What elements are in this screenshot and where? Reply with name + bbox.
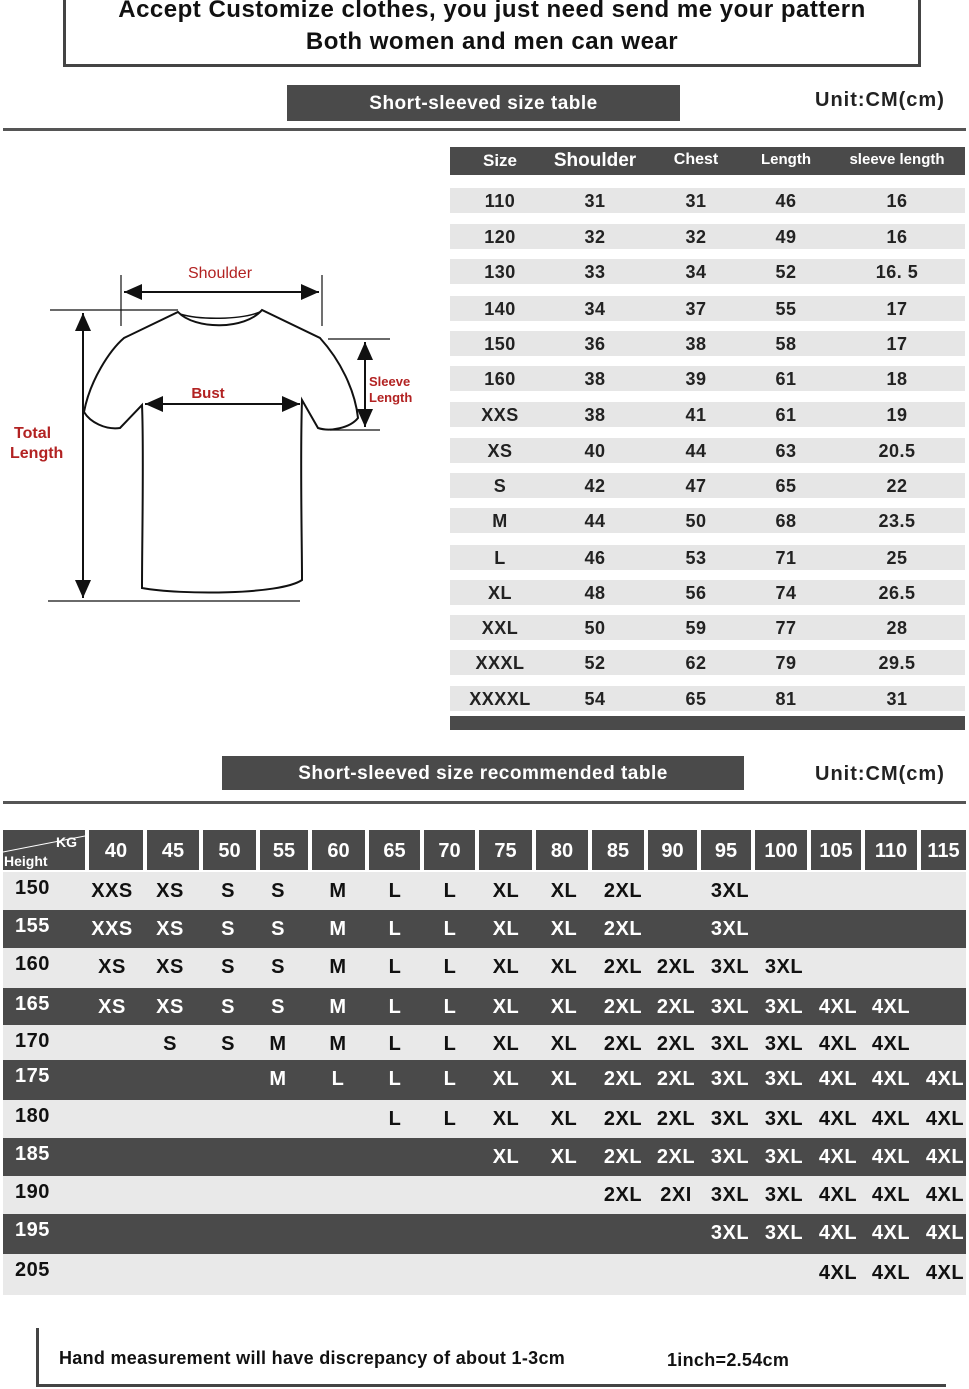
height-cell: 185 (15, 1143, 50, 1165)
size-cell: 4XL (925, 1222, 965, 1244)
size-cell: S (271, 956, 285, 978)
size-cell: XS (98, 996, 126, 1018)
recommend-table-row (3, 1254, 966, 1295)
recommend-table-row (3, 910, 966, 948)
size-table-cell: 52 (584, 653, 606, 673)
size-cell: XL (550, 1033, 578, 1055)
size-cell: 3XL (764, 956, 804, 978)
size-table-cell: 38 (584, 369, 606, 389)
size-cell: 2XL (603, 880, 643, 902)
size-cell: XL (492, 956, 520, 978)
height-cell: 160 (15, 953, 50, 975)
size-cell: 3XL (710, 956, 750, 978)
size-table-cell: 28 (886, 618, 908, 638)
recommend-table-row (3, 1025, 966, 1060)
size-cell: 3XL (764, 1222, 804, 1244)
size-table-cell: 17 (886, 299, 908, 319)
size-cell: XS (156, 880, 184, 902)
size-cell: 4XL (871, 1262, 911, 1284)
size-cell: 4XL (818, 1108, 858, 1130)
size-cell: L (443, 956, 457, 978)
height-cell: 170 (15, 1030, 50, 1052)
size-table-cell: XXXXL (469, 689, 531, 709)
size-cell: S (271, 880, 285, 902)
size-cell: 2XL (656, 1146, 696, 1168)
height-cell: 195 (15, 1219, 50, 1241)
size-cell: 2XL (603, 918, 643, 940)
size-cell: M (329, 996, 347, 1018)
total-length-label-1: Total (14, 425, 52, 442)
kg-column-header: 90 (648, 830, 697, 870)
size-table-cell: 19 (886, 405, 908, 425)
size-cell: 2XL (603, 996, 643, 1018)
size-cell: 4XL (925, 1184, 965, 1206)
recommend-table-row (3, 1100, 966, 1138)
size-cell: XL (492, 1108, 520, 1130)
kg-column-header: 95 (701, 830, 751, 870)
recommend-table-row (3, 1176, 966, 1214)
size-cell: 4XL (925, 1108, 965, 1130)
recommend-table-row (3, 1138, 966, 1176)
size-table-cell: 34 (685, 262, 707, 282)
divider (3, 801, 966, 804)
size-table-row (450, 473, 965, 498)
footer-box (36, 1328, 946, 1387)
size-table-row (450, 259, 965, 284)
size-table-cell: 52 (775, 262, 797, 282)
size-table-cell: 55 (775, 299, 797, 319)
size-table-cell: 65 (775, 476, 797, 496)
size-table-row (450, 296, 965, 321)
size-cell: 4XL (871, 1184, 911, 1206)
size-table-cell: 110 (484, 191, 516, 211)
size-cell: 4XL (871, 1068, 911, 1090)
size-table-cell: 79 (775, 653, 797, 673)
col-sleeve-length: sleeve length (849, 151, 945, 168)
size-cell: S (221, 1033, 235, 1055)
size-table-cell: XL (487, 583, 512, 603)
size-cell: L (388, 1068, 402, 1090)
size-cell: 4XL (818, 1146, 858, 1168)
height-cell: 175 (15, 1065, 50, 1087)
size-table-cell: 59 (685, 618, 707, 638)
recommend-table-unit: Unit:CM(cm) (815, 763, 945, 785)
size-cell: 4XL (871, 1108, 911, 1130)
size-cell: M (329, 1033, 347, 1055)
col-shoulder: Shoulder (553, 150, 637, 171)
col-length: Length (761, 151, 811, 168)
size-cell: XL (550, 1146, 578, 1168)
kg-column-header: 40 (89, 830, 143, 870)
size-cell: XS (156, 956, 184, 978)
size-cell: XL (550, 956, 578, 978)
size-cell: L (331, 1068, 345, 1090)
size-table-cell: XS (487, 441, 513, 461)
size-table-cell: XXXL (475, 653, 525, 673)
size-cell: XXS (91, 918, 133, 940)
size-cell: 4XL (925, 1146, 965, 1168)
size-cell: S (221, 880, 235, 902)
size-cell: L (388, 1033, 402, 1055)
size-table-cell: 77 (775, 618, 797, 638)
size-cell: 4XL (871, 1033, 911, 1055)
kg-column-header: 65 (369, 830, 420, 870)
size-table-cell: XXS (481, 405, 519, 425)
size-cell: 4XL (818, 1068, 858, 1090)
height-cell: 155 (15, 915, 50, 937)
size-cell: S (271, 996, 285, 1018)
size-cell: XXS (91, 880, 133, 902)
size-table-cell: 50 (584, 618, 606, 638)
size-cell: XL (550, 1108, 578, 1130)
size-table-cell: 71 (775, 548, 797, 568)
size-cell: 3XL (764, 996, 804, 1018)
size-cell: 4XL (818, 1222, 858, 1244)
size-cell: L (388, 880, 402, 902)
recommend-table-header (3, 830, 966, 870)
size-cell: L (443, 880, 457, 902)
size-table-cell: 20.5 (878, 441, 916, 461)
size-cell: XL (492, 996, 520, 1018)
size-cell: L (388, 918, 402, 940)
size-table-row (450, 615, 965, 640)
size-cell: M (269, 1033, 287, 1055)
recommend-table-title: Short-sleeved size recommended table (222, 756, 744, 790)
size-table-cell: 18 (886, 369, 908, 389)
size-table-cell: 150 (484, 334, 516, 354)
size-table-cell: 16. 5 (875, 262, 919, 282)
kg-column-header: 50 (203, 830, 256, 870)
size-table-cell: L (494, 548, 506, 568)
size-table-unit: Unit:CM(cm) (815, 89, 945, 111)
size-table-cell: 16 (886, 227, 908, 247)
size-cell: L (443, 1033, 457, 1055)
size-table-cell: 140 (484, 299, 516, 319)
size-table-cell: 49 (775, 227, 797, 247)
divider (3, 128, 966, 131)
kg-column-header: 100 (755, 830, 807, 870)
size-cell: 4XL (871, 996, 911, 1018)
footer-conversion: 1inch=2.54cm (667, 1350, 790, 1370)
size-cell: XL (550, 996, 578, 1018)
size-table-row (450, 438, 965, 463)
size-table-cell: 53 (685, 548, 707, 568)
size-cell: 3XL (764, 1068, 804, 1090)
kg-column-header: 70 (424, 830, 475, 870)
size-table-cell: XXL (481, 618, 519, 638)
size-table-cell: M (492, 511, 508, 531)
size-table-cell: 22 (886, 476, 908, 496)
size-cell: 2XL (603, 1108, 643, 1130)
total-length-label-2: Length (10, 445, 64, 462)
size-cell: 2XL (603, 1068, 643, 1090)
size-cell: 2XL (603, 1184, 643, 1206)
header-box (63, 0, 921, 67)
tshirt-diagram (0, 250, 440, 610)
size-table-cell: 26.5 (878, 583, 916, 603)
size-table-cell: 33 (584, 262, 606, 282)
size-table-cell: 74 (775, 583, 797, 603)
size-cell: 4XL (818, 1184, 858, 1206)
corner-cell (3, 830, 85, 870)
size-table-cell: 16 (886, 191, 908, 211)
corner-kg: KG (56, 834, 77, 850)
header-line-2: Both women and men can wear (305, 28, 679, 55)
size-table-cell: 32 (685, 227, 707, 247)
size-table-row (450, 686, 965, 711)
size-cell: L (443, 918, 457, 940)
size-cell: 3XL (764, 1184, 804, 1206)
size-cell: 2XL (603, 1146, 643, 1168)
size-table-cell: 37 (685, 299, 707, 319)
size-cell: S (221, 996, 235, 1018)
size-cell: L (388, 996, 402, 1018)
recommend-table-row (3, 1214, 966, 1254)
size-cell: L (443, 996, 457, 1018)
size-table-row (450, 545, 965, 570)
size-cell: S (271, 918, 285, 940)
height-cell: 180 (15, 1105, 50, 1127)
size-cell: S (221, 956, 235, 978)
size-table-cell: 23.5 (878, 511, 916, 531)
size-cell: 3XL (764, 1108, 804, 1130)
size-cell: 3XL (764, 1033, 804, 1055)
size-table-header (450, 147, 965, 175)
tshirt-outline (84, 310, 358, 593)
size-table-cell: S (493, 476, 507, 496)
size-table-row (450, 366, 965, 391)
size-table-cell: 44 (685, 441, 707, 461)
kg-column-header: 55 (260, 830, 308, 870)
height-cell: 165 (15, 993, 50, 1015)
size-table-cell: 54 (584, 689, 606, 709)
size-cell: XL (492, 1033, 520, 1055)
size-table-cell: 58 (775, 334, 797, 354)
size-cell: 2XL (656, 956, 696, 978)
size-cell: 3XL (710, 1222, 750, 1244)
size-table-cell: 29.5 (878, 653, 916, 673)
size-cell: XL (492, 1068, 520, 1090)
corner-height: Height (4, 853, 48, 869)
size-table-footer-bar (450, 716, 965, 730)
size-cell: 2XL (603, 1033, 643, 1055)
size-table-row (450, 224, 965, 249)
kg-column-header: 80 (536, 830, 588, 870)
size-table-cell: 40 (584, 441, 606, 461)
size-table-row (450, 580, 965, 605)
size-cell: XL (550, 1068, 578, 1090)
size-cell: L (443, 1068, 457, 1090)
size-table-cell: 56 (685, 583, 707, 603)
size-table-cell: 42 (584, 476, 606, 496)
size-table-cell: 31 (886, 689, 908, 709)
size-cell: 4XL (925, 1262, 965, 1284)
size-table-cell: 25 (886, 548, 908, 568)
size-table-cell: 47 (685, 476, 707, 496)
size-cell: 3XL (710, 996, 750, 1018)
kg-column-header: 45 (147, 830, 199, 870)
size-table-row (450, 331, 965, 356)
recommend-table-row (3, 948, 966, 988)
size-cell: S (163, 1033, 177, 1055)
size-cell: S (221, 918, 235, 940)
kg-column-header: 110 (865, 830, 917, 870)
size-table-cell: 38 (685, 334, 707, 354)
height-cell: 190 (15, 1181, 50, 1203)
size-table-cell: 130 (484, 262, 516, 282)
size-table-cell: 36 (584, 334, 606, 354)
header-line-1: Accept Customize clothes, you just need send me your pattern (118, 0, 866, 23)
size-cell: 3XL (710, 1108, 750, 1130)
kg-column-header: 85 (592, 830, 644, 870)
size-cell: 2XL (656, 1068, 696, 1090)
size-table-cell: 31 (584, 191, 606, 211)
kg-column-header: 115 (921, 830, 966, 870)
size-table-cell: 17 (886, 334, 908, 354)
size-cell: XL (492, 880, 520, 902)
kg-column-header: 75 (479, 830, 532, 870)
kg-column-header: 60 (312, 830, 365, 870)
size-table-cell: 61 (775, 369, 797, 389)
size-cell: 4XL (818, 1262, 858, 1284)
sleeve-label-1: Sleeve (369, 374, 411, 389)
size-cell: 2XL (656, 1108, 696, 1130)
size-table-cell: 65 (685, 689, 707, 709)
size-cell: L (388, 956, 402, 978)
size-table-cell: 120 (484, 227, 516, 247)
size-table-cell: 81 (775, 689, 797, 709)
recommend-table-row (3, 1060, 966, 1100)
size-cell: M (269, 1068, 287, 1090)
size-cell: 2XL (603, 956, 643, 978)
size-cell: 2XI (660, 1184, 692, 1206)
size-cell: 3XL (710, 1068, 750, 1090)
size-table-cell: 160 (484, 369, 516, 389)
size-cell: 2XL (656, 996, 696, 1018)
kg-column-header: 105 (811, 830, 861, 870)
bust-label: Bust (191, 385, 225, 402)
height-cell: 150 (15, 877, 50, 899)
size-cell: 4XL (925, 1068, 965, 1090)
size-table-cell: 68 (775, 511, 797, 531)
size-table-cell: 44 (584, 511, 606, 531)
size-cell: M (329, 956, 347, 978)
recommend-table-row (3, 872, 966, 910)
recommend-table-row (3, 988, 966, 1025)
size-table-title: Short-sleeved size table (287, 85, 680, 121)
size-cell: XS (156, 918, 184, 940)
size-cell: 3XL (710, 918, 750, 940)
size-cell: XL (492, 1146, 520, 1168)
size-cell: XS (98, 956, 126, 978)
height-cell: 205 (15, 1259, 50, 1281)
size-cell: L (443, 1108, 457, 1130)
size-table-cell: 50 (685, 511, 707, 531)
size-cell: 4XL (871, 1146, 911, 1168)
size-cell: M (329, 880, 347, 902)
size-cell: 3XL (764, 1146, 804, 1168)
size-table-cell: 46 (584, 548, 606, 568)
size-cell: 3XL (710, 880, 750, 902)
size-cell: 3XL (710, 1033, 750, 1055)
size-table-cell: 32 (584, 227, 606, 247)
size-table-cell: 38 (584, 405, 606, 425)
size-cell: XL (550, 880, 578, 902)
col-size: Size (482, 151, 518, 170)
size-cell: 4XL (871, 1222, 911, 1244)
size-cell: 2XL (656, 1033, 696, 1055)
size-table-row (450, 650, 965, 675)
size-table-cell: 46 (775, 191, 797, 211)
size-table-cell: 39 (685, 369, 707, 389)
size-table-cell: 63 (775, 441, 797, 461)
size-cell: 4XL (818, 996, 858, 1018)
size-table-cell: 34 (584, 299, 606, 319)
size-cell: 4XL (818, 1033, 858, 1055)
sleeve-label-2: Length (369, 390, 413, 405)
size-cell: XS (156, 996, 184, 1018)
size-table-row (450, 508, 965, 533)
size-table-cell: 41 (685, 405, 707, 425)
size-cell: M (329, 918, 347, 940)
size-table-cell: 62 (685, 653, 707, 673)
col-chest: Chest (673, 151, 719, 168)
size-cell: XL (550, 918, 578, 940)
size-table-cell: 48 (584, 583, 606, 603)
shoulder-label: Shoulder (187, 265, 253, 282)
size-table-cell: 61 (775, 405, 797, 425)
size-cell: 3XL (710, 1146, 750, 1168)
size-cell: 3XL (710, 1184, 750, 1206)
size-table-cell: 31 (685, 191, 707, 211)
size-table-row (450, 188, 965, 213)
size-table-row (450, 402, 965, 427)
size-cell: L (388, 1108, 402, 1130)
size-cell: XL (492, 918, 520, 940)
footer-note: Hand measurement will have discrepancy of about 1-3cm (59, 1348, 566, 1368)
